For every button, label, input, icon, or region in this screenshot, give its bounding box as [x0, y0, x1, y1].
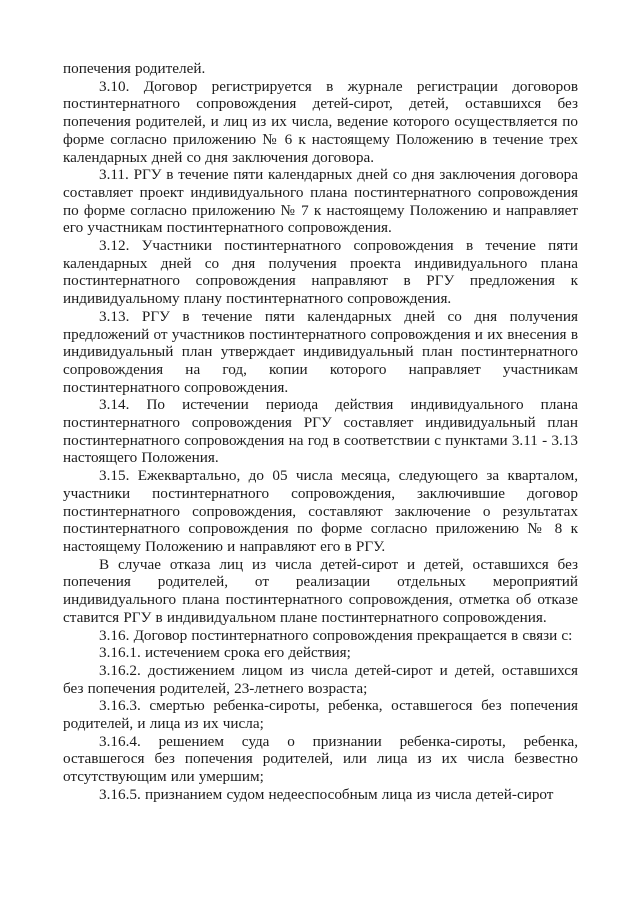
paragraph-3-11: 3.11. РГУ в течение пяти календарных дней со дня заключения договора составляет проект индивидуального плана постинтернатного сопровождения по форме согласно приложению № 7 к настоящему Положению и направляет его участникам постинтернатного сопровождения. — [63, 166, 578, 237]
paragraph-3-14: 3.14. По истечении периода действия индивидуального плана постинтернатного сопровождения РГУ составляет индивидуальный план постинтернатного сопровождения на год в соответствии с пунктами 3.11 - 3.13 настоящего Положения. — [63, 396, 578, 467]
paragraph-3-16-4: 3.16.4. решением суда о признании ребенка-сироты, ребенка, оставшегося без попечения родителей, или лица из их числа безвестно отсутствующим или умершим; — [63, 732, 578, 786]
paragraph-3-16-2: 3.16.2. достижением лицом из числа детей-сирот и детей, оставшихся без попечения родителей, 23-летнего возраста; — [63, 661, 578, 697]
paragraph-3-16: 3.16. Договор постинтернатного сопровождения прекращается в связи с: — [99, 626, 573, 644]
paragraph-3-16-1: 3.16.1. истечением срока его действия; — [99, 644, 351, 662]
paragraph-3-10: 3.10. Договор регистрируется в журнале регистрации договоров постинтернатного сопровождения детей-сирот, детей, оставшихся без попечения родителей, и лиц из их числа, ведение которого осуществляется по форме согласно приложению № 6 к настоящему Положению в течение трех календарных дней со дня заключения договора. — [63, 77, 578, 166]
paragraph-3-16-5: 3.16.5. признанием судом недееспособным лица из числа детей-сирот — [99, 785, 554, 803]
paragraph-3-16-3: 3.16.3. смертью ребенка-сироты, ребенка, оставшегося без попечения родителей, и лица из их числа; — [63, 697, 578, 733]
paragraph-3-15: 3.15. Ежеквартально, до 05 числа месяца, следующего за кварталом, участники постинтернатного сопровождения, заключившие договор постинтернатного сопровождения, составляют заключение о результатах постинтернатного сопровождения по форме согласно приложению № 8 к настоящему Положению и направляют его в РГУ. — [63, 467, 578, 555]
paragraph-refusal-note: В случае отказа лиц из числа детей-сирот и детей, оставшихся без попечения родителей, от реализации отдельных мероприятий индивидуального плана постинтернатного сопровождения, отметка об отказе ставится РГУ в индивидуальном плане постинтернатного сопровождения. — [63, 555, 578, 626]
paragraph-3-12: 3.12. Участники постинтернатного сопровождения в течение пяти календарных дней со дня получения проекта индивидуального плана постинтернатного сопровождения направляют в РГУ предложения к индивидуальному плану постинтернатного сопровождения. — [63, 237, 578, 308]
paragraph-3-13: 3.13. РГУ в течение пяти календарных дней со дня получения предложений от участников постинтернатного сопровождения и их внесения в индивидуальный план утверждает индивидуальный план постинтернатного сопровождения на год, копии которого направляет участникам постинтернатного сопровождения. — [63, 307, 578, 396]
paragraph-continuation: попечения родителей. — [63, 60, 206, 77]
